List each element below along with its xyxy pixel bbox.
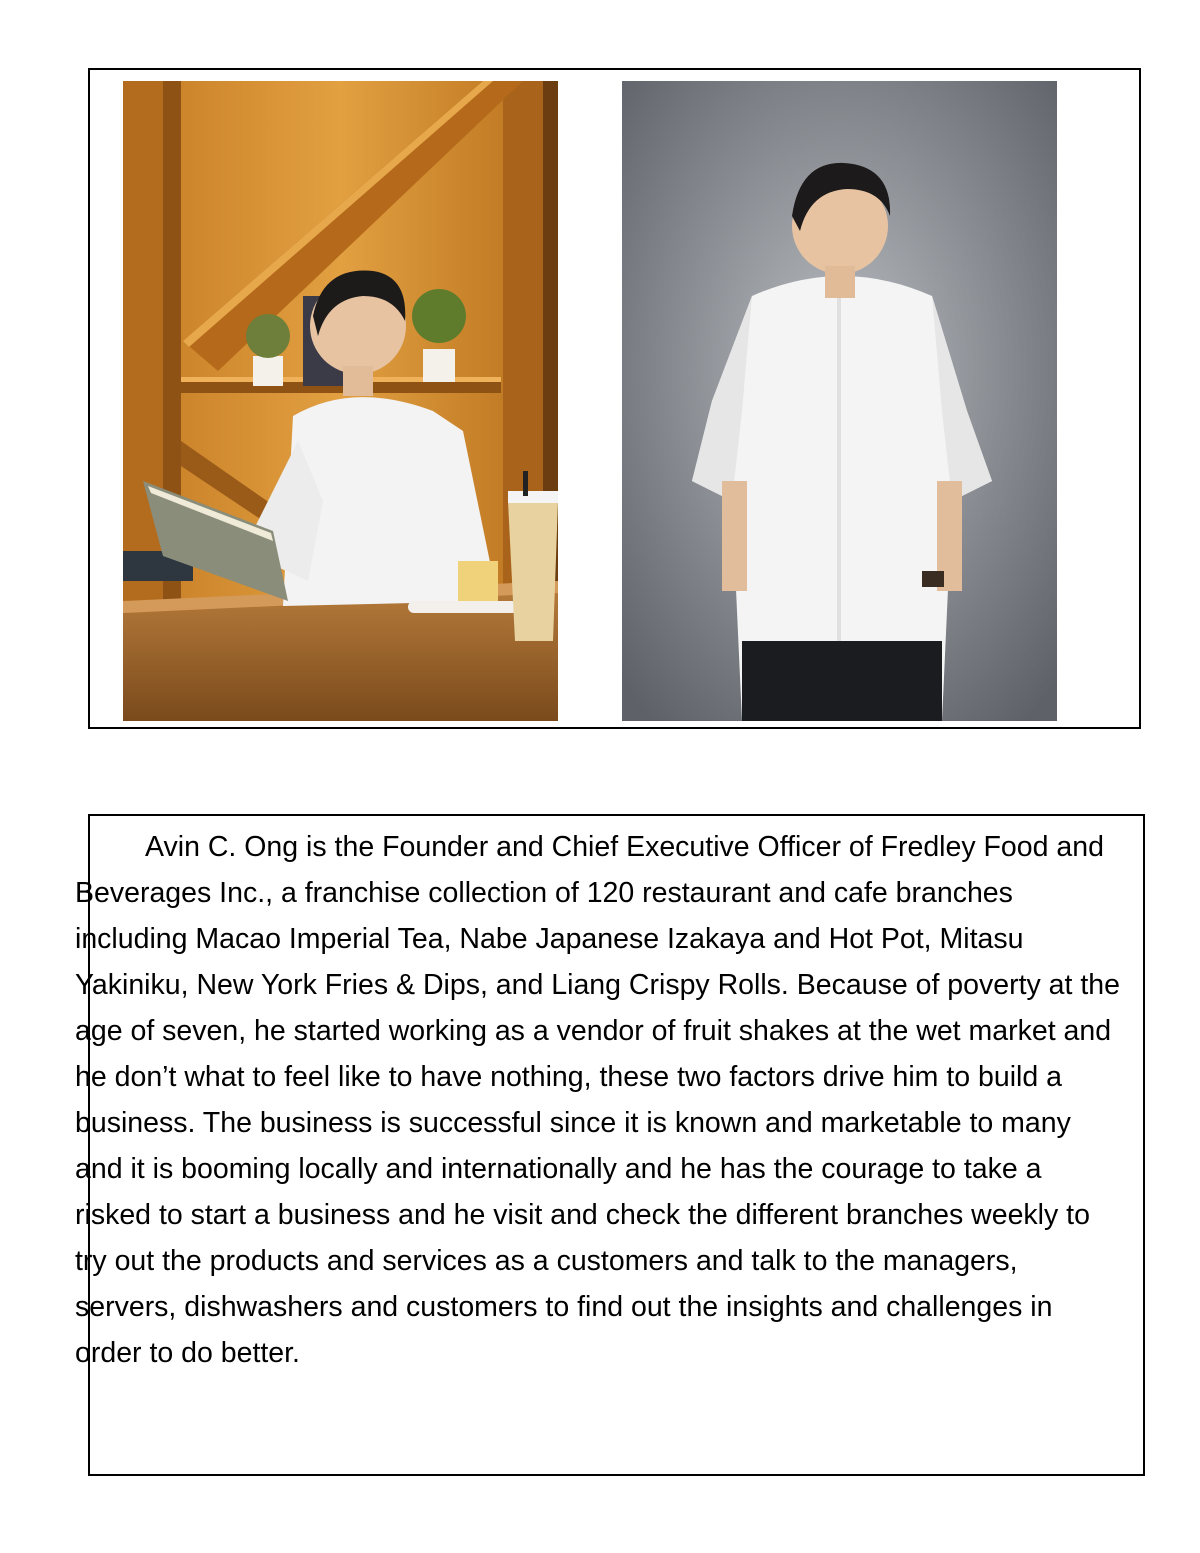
standing-portrait-photo — [622, 81, 1057, 721]
photo-frame — [88, 68, 1141, 729]
person-reading-cafe-icon — [123, 81, 558, 721]
person-standing-portrait-icon — [622, 81, 1057, 721]
cafe-reading-photo — [123, 81, 558, 721]
bio-paragraph: Avin C. Ong is the Founder and Chief Executive Officer of Fredley Food and Beverages Inc., a franchise collection of 120 restaurant and cafe branches including Macao Imperial Tea, Nabe Japanese Izakaya and Hot Pot, Mitasu Yakiniku, New York Fries & Dips, and Liang Crispy Rolls. Because of poverty at the age of seven, he started working as a vendor of fruit shakes at the wet market and he don’t what to feel like to have nothing, these two factors drive him to build a business. The business is successful since it is known and marketable to many and it is booming locally and internationally and he has the courage to take a risked to start a business and he visit and check the different branches weekly to try out the products and services as a customers and talk to the managers, servers, dishwashers and customers to find out the insights and challenges in order to do better. — [75, 831, 1120, 1369]
